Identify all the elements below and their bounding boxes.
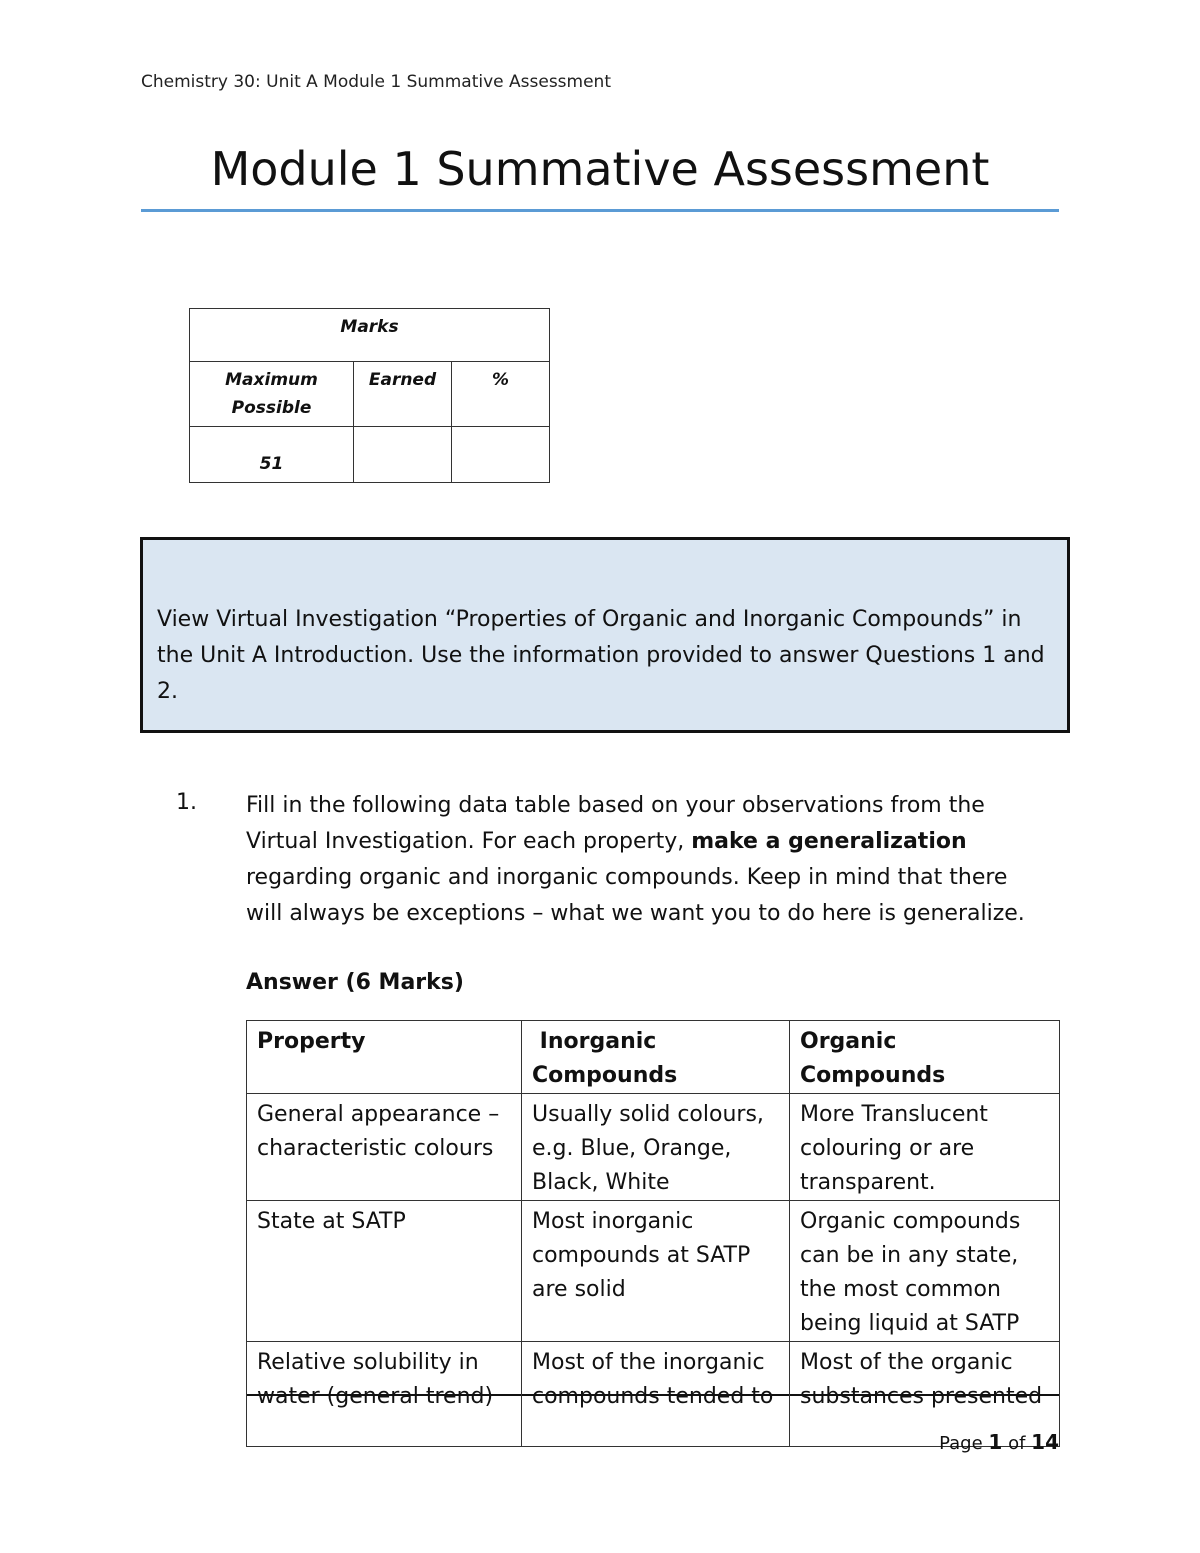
question-text-part1: Fill in the following data table based on your observations from the Virtual Investigation. For each property, — [246, 793, 985, 854]
page-footer — [939, 1430, 1059, 1454]
marks-heading: Marks — [190, 309, 550, 362]
page-title: Module 1 Summative Assessment — [210, 142, 990, 196]
cell-organic[interactable]: Most of the organic substances presented — [790, 1342, 1060, 1447]
header-property: Property — [247, 1021, 522, 1094]
table-row — [247, 1094, 1060, 1201]
property-table — [246, 1020, 1060, 1447]
instruction-text: View Virtual Investigation “Properties of Organic and Inorganic Compounds” in the Unit A Introduction. Use the information provided to answer Questions 1 and 2. — [157, 607, 1045, 704]
instruction-box — [140, 537, 1070, 733]
cell-inorganic[interactable]: Most of the inorganic compounds tended to — [522, 1342, 790, 1447]
marks-maximum-value: 51 — [190, 427, 354, 483]
answer-label: Answer (6 Marks) — [246, 970, 464, 995]
property-table-container — [246, 1020, 1059, 1409]
cell-organic[interactable]: More Translucent colouring or are transparent. — [790, 1094, 1060, 1201]
title-underline — [141, 209, 1059, 212]
header-inorganic: Inorganic Compounds — [522, 1021, 790, 1094]
cell-organic[interactable]: Organic compounds can be in any state, the most common being liquid at SATP — [790, 1201, 1060, 1342]
cell-property: General appearance – characteristic colours — [247, 1094, 522, 1201]
question-text-emphasis: make a generalization — [691, 829, 967, 854]
running-header: Chemistry 30: Unit A Module 1 Summative Assessment — [141, 72, 611, 92]
footer-of-label: of — [1008, 1433, 1026, 1454]
marks-percent-value[interactable] — [452, 427, 550, 483]
footer-page-label: Page — [939, 1433, 983, 1454]
table-row — [247, 1342, 1060, 1447]
footer-current-page: 1 — [988, 1430, 1003, 1454]
marks-col-earned: Earned — [354, 362, 452, 427]
marks-table — [189, 308, 550, 483]
table-row — [247, 1201, 1060, 1342]
marks-earned-value[interactable] — [354, 427, 452, 483]
cell-inorganic[interactable]: Usually solid colours, e.g. Blue, Orange, Black, White — [522, 1094, 790, 1201]
header-organic: Organic Compounds — [790, 1021, 1060, 1094]
footer-total-pages: 14 — [1031, 1430, 1059, 1454]
question-text — [246, 788, 1046, 932]
question-text-part2: regarding organic and inorganic compounds. Keep in mind that there will always be exceptions – what we want you to do here is generalize. — [246, 865, 1025, 926]
marks-col-maximum: Maximum Possible — [190, 362, 354, 427]
cell-inorganic[interactable]: Most inorganic compounds at SATP are solid — [522, 1201, 790, 1342]
property-table-header-row — [247, 1021, 1060, 1094]
marks-col-percent: % — [452, 362, 550, 427]
cell-property: Relative solubility in water (general trend) — [247, 1342, 522, 1447]
cell-property: State at SATP — [247, 1201, 522, 1342]
question-number: 1. — [176, 790, 197, 815]
